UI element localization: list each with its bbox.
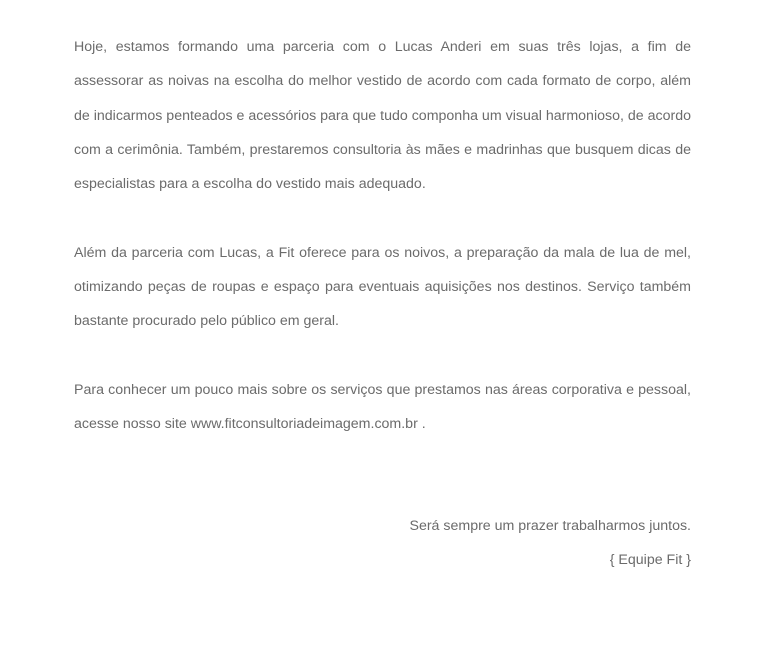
- signature: { Equipe Fit }: [609, 552, 691, 569]
- paragraph-website: Para conhecer um pouco mais sobre os serviços que prestamos nas áreas corporativa e pessoal, acesse nosso site www.fitconsultoriadeimagem.com.br .: [74, 381, 691, 433]
- paragraph-services: Além da parceria com Lucas, a Fit oferece para os noivos, a preparação da mala de lua de mel, otimizando peças de roupas e espaço para eventuais aquisições nos destinos. Serviço também bastante procurado pelo público em geral.: [74, 244, 691, 330]
- signoff: [74, 509, 691, 578]
- document-body: [74, 30, 691, 476]
- paragraph-partnership: Hoje, estamos formando uma parceria com o Lucas Anderi em suas três lojas, a fim de assessorar as noivas na escolha do melhor vestido de acordo com cada formato de corpo, além de indicarmos penteados e acessórios para que tudo componha um visual harmonioso, de acordo com a cerimônia. Também, prestaremos consultoria às mães e madrinhas que busquem dicas de especialistas para a escolha do vestido mais adequado.: [74, 39, 691, 193]
- closing-line: Será sempre um prazer trabalharmos juntos.: [409, 518, 691, 534]
